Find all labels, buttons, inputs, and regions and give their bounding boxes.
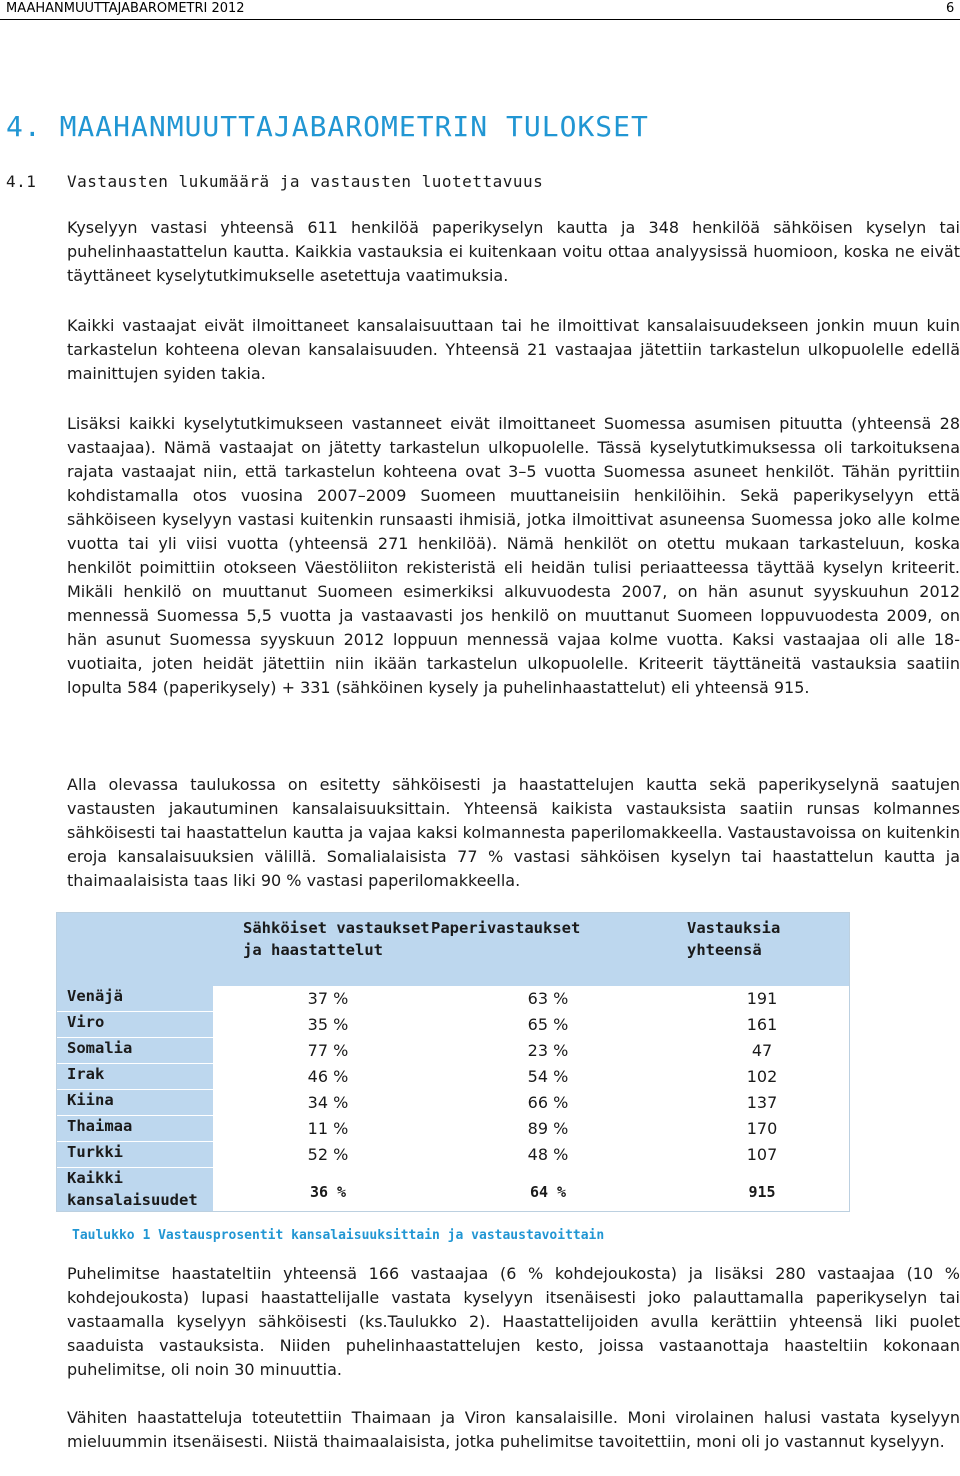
row-label-kaikki: Kaikki kansalaisuudet — [67, 1169, 198, 1209]
row-label-irak: Irak — [67, 1065, 105, 1083]
header-electronic: Sähköiset vastaukset ja haastattelut — [243, 919, 430, 959]
page-header — [0, 0, 960, 20]
cell-paper: 89 % — [527, 1119, 569, 1138]
cell-paper: 54 % — [527, 1067, 569, 1086]
cell-electronic: 34 % — [307, 1093, 349, 1112]
row-label-thaimaa: Thaimaa — [67, 1117, 133, 1135]
row-label-viro: Viro — [67, 1013, 105, 1031]
cell-total: 161 — [746, 1015, 778, 1034]
header-total: Vastauksia yhteensä — [687, 919, 781, 959]
section-heading — [6, 172, 543, 191]
cell-total: 107 — [746, 1145, 778, 1164]
paragraph-4: Alla olevassa taulukossa on esitetty sähköisesti ja haastattelujen kautta sekä paperikyselynä saatujen vastausten jakautuminen kansalaisuuksittain. Yhteensä kaikista vastauksista saatiin runsas kolmannes sähköisesti tai haastattelun kautta ja vajaa kaksi kolmannesta paperilomakkeella. Vastaustavoissa on kuitenkin eroja kansalaisuuksien välillä. Somalialaisista 77 % vastasi sähköisen kyselyn tai haastattelun kautta ja thaimaalaisista taas liki 90 % vastasi paperilomakkeella. — [67, 775, 960, 890]
row-label-turkki: Turkki — [67, 1143, 123, 1161]
paragraph-5: Puhelimitse haastateltiin yhteensä 166 vastaajaa (6 % kohdejoukosta) ja lisäksi 280 vastaajaa (10 % kohdejoukosta) lupasi haastattelijalle vastata kyselyyn itsenäisesti joko palauttamalla paperikyselyn tai vastaamalla kyselyyn sähköisesti (ks.Taulukko 2). Haastattelijoiden avulla kerättiin yhteensä liki puolet saaduista vastauksista. Niiden puhelinhaastattelujen kesto, joissa vastaanottaja haasteltiin kokonaan puhelimitse, oli noin 30 minuuttia. — [67, 1264, 960, 1379]
cell-total: 137 — [746, 1093, 778, 1112]
header-paper: Paperivastaukset — [431, 919, 581, 937]
section-number: 4.1 — [6, 172, 37, 191]
cell-total: 170 — [746, 1119, 778, 1138]
cell-electronic: 11 % — [307, 1119, 349, 1138]
cell-electronic: 77 % — [307, 1041, 349, 1060]
response-table — [56, 912, 850, 1212]
cell-electronic: 52 % — [307, 1145, 349, 1164]
cell-total: 102 — [746, 1067, 778, 1086]
row-label-venaja: Venäjä — [67, 987, 123, 1005]
header-title: MAAHANMUUTTAJABAROMETRI 2012 — [6, 1, 245, 16]
page-number: 6 — [946, 1, 955, 16]
cell-electronic: 37 % — [307, 989, 349, 1008]
cell-total: 47 — [751, 1041, 773, 1060]
cell-paper-total: 64 % — [529, 1183, 567, 1201]
cell-electronic: 35 % — [307, 1015, 349, 1034]
cell-paper: 66 % — [527, 1093, 569, 1112]
paragraph-2: Kaikki vastaajat eivät ilmoittaneet kansalaisuuttaan tai he ilmoittivat kansalaisuudekseen jonkin muun kuin tarkastelun kohteena olevan kansalaisuuden. Yhteensä 21 vastaajaa jätettiin tarkastelun ulkopuolelle edellä mainittujen syiden takia. — [67, 316, 960, 383]
row-label-somalia: Somalia — [67, 1039, 133, 1057]
table-caption: Taulukko 1 Vastausprosentit kansalaisuuksittain ja vastaustavoittain — [72, 1228, 605, 1243]
paragraph-3: Lisäksi kaikki kyselytutkimukseen vastanneet eivät ilmoittaneet Suomessa asumisen pituutta (yhteensä 28 vastaajaa). Nämä vastaajat on jätetty tarkastelun ulkopuolelle. Tässä kyselytutkimuksessa oli tarkoituksena rajata vastaajat niin, että tarkastelun kohteena ovat 3–5 vuotta Suomessa asuneet henkilöt. Tähän pyrittiin kohdistamalla otos vuosina 2007–2009 Suomeen muuttaneisiin henkilöihin. Sekä paperikyselyyn että sähköiseen kyselyyn vastasi kuitenkin runsaasti ihmisiä, jotka ilmoittivat asuneensa Suomessa joko alle kolme vuotta tai yli viisi vuotta (yhteensä 271 henkilöä). Nämä henkilöt on otettu mukaan tarkasteluun, koska henkilöt poimittiin otokseen Väestöliiton rekisteristä eli heidän tulisi periaatteessa täyttää kyselyn kriteerit. Mikäli henkilö on muuttanut Suomeen esimerkiksi alkuvuodesta 2007, on hän asunut syyskuuhun 2012 mennessä Suomessa 5,5 vuotta ja vastaavasti jos henkilö on muuttanut Suomeen loppuvuodesta 2009, on hän asunut Suomessa syyskuun 2012 loppuun mennessä vajaa kolme vuotta. Kaksi vastaajaa oli alle 18-vuotiaita, joten heidät jätettiin niin ikään tarkastelun ulkopuolelle. Kriteerit täyttäneitä vastauksia saatiin lopulta 584 (paperikysely) + 331 (sähköinen kysely ja puhelinhaastattelut) eli yhteensä 915. — [67, 414, 960, 697]
paragraph-1: Kyselyyn vastasi yhteensä 611 henkilöä paperikyselyn kautta ja 348 henkilöä sähköisen kyselyn tai puhelinhaastattelun kautta. Kaikkia vastauksia ei kuitenkaan voitu ottaa analyysissä huomioon, koska ne eivät täyttäneet kyselytutkimukselle asetettuja vaatimuksia. — [67, 218, 960, 285]
chapter-heading: 4. MAAHANMUUTTAJABAROMETRIN TULOKSET — [6, 110, 649, 143]
cell-total: 191 — [746, 989, 778, 1008]
cell-electronic-total: 36 % — [309, 1183, 347, 1201]
row-label-kiina: Kiina — [67, 1091, 114, 1109]
cell-grand-total: 915 — [748, 1183, 776, 1201]
paragraph-6: Vähiten haastatteluja toteutettiin Thaimaan ja Viron kansalaisille. Moni virolainen halusi vastata kyselyyn mieluummin itsenäisesti. Niistä thaimaalaisista, jotka puhelimitse tavoitettiin, moni oli jo vastannut kyselyyn. — [67, 1408, 960, 1451]
section-title: Vastausten lukumäärä ja vastausten luotettavuus — [67, 172, 544, 191]
cell-paper: 48 % — [527, 1145, 569, 1164]
cell-paper: 23 % — [527, 1041, 569, 1060]
cell-paper: 63 % — [527, 989, 569, 1008]
cell-electronic: 46 % — [307, 1067, 349, 1086]
header-rule — [0, 19, 960, 20]
cell-paper: 65 % — [527, 1015, 569, 1034]
